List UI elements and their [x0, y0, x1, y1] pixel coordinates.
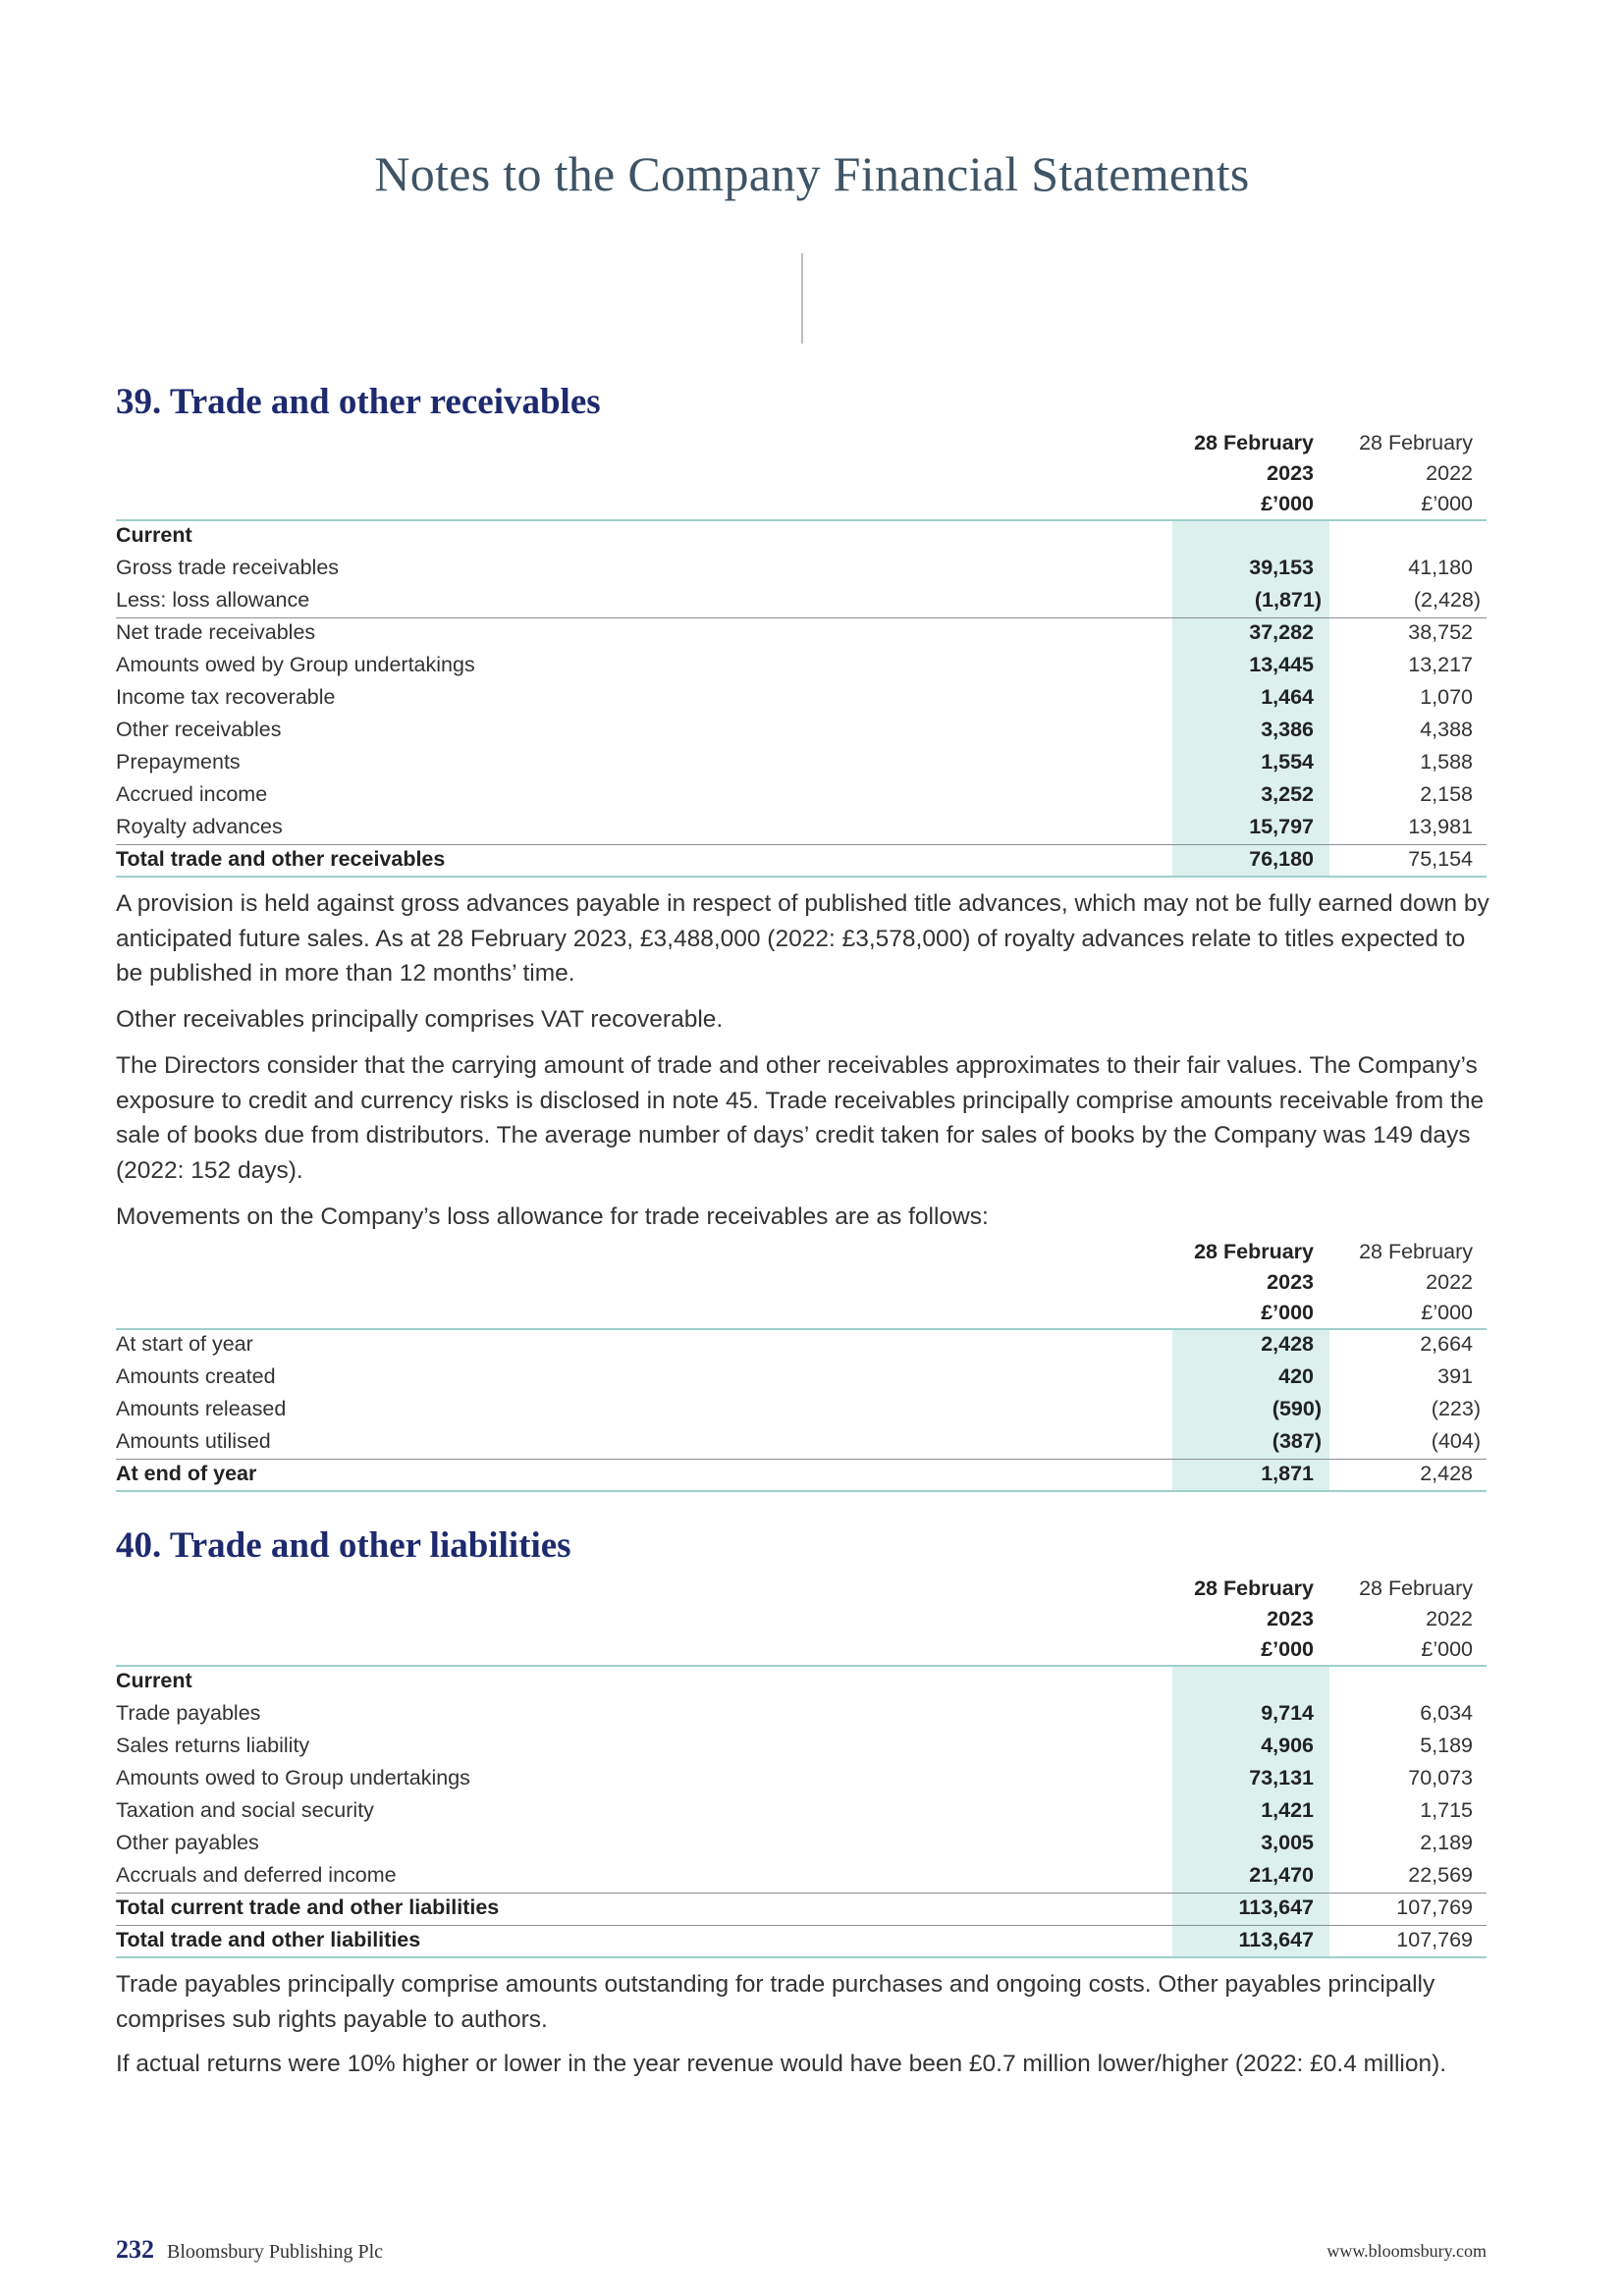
table-row: [116, 584, 1487, 616]
row-label: At start of year: [116, 1332, 253, 1356]
total-rule: [116, 844, 1487, 845]
value-2023: 15,797: [1249, 815, 1314, 838]
column-header-row: [116, 458, 1487, 489]
paragraph: If actual returns were 10% higher or lower in the year revenue would have been £0.7 million lower/higher (2022: £0.4 million).: [116, 2051, 1447, 2077]
col-2022-line3: £’000: [1421, 1301, 1473, 1324]
value-2023: 73,131: [1249, 1766, 1314, 1789]
table-row: [116, 1730, 1487, 1762]
value-2023: 3,386: [1261, 718, 1314, 741]
row-label: Income tax recoverable: [116, 685, 336, 709]
header-divider: [801, 253, 803, 344]
value-2022: (2,428): [1413, 588, 1481, 612]
section-label: Current: [116, 523, 192, 547]
value-2023: 37,282: [1249, 620, 1314, 644]
value-2022: 1,070: [1420, 685, 1473, 709]
value-2022: 13,981: [1408, 815, 1473, 838]
value-2023: 13,445: [1249, 653, 1314, 676]
column-header-row: [116, 1267, 1487, 1298]
table-row: [116, 649, 1487, 681]
col-2022-line3: £’000: [1421, 492, 1473, 515]
col-2023-line3: £’000: [1261, 492, 1314, 515]
page-title: Notes to the Company Financial Statements: [374, 146, 1250, 201]
col-2022-line1: 28 February: [1359, 1576, 1473, 1600]
note-40-title: 40. Trade and other liabilities: [116, 1525, 571, 1566]
value-2023: 3,252: [1261, 782, 1314, 806]
col-2022-line2: 2022: [1426, 1607, 1473, 1630]
header-rule: [116, 1328, 1487, 1330]
row-label: Amounts owed to Group undertakings: [116, 1766, 470, 1789]
company-name: Bloomsbury Publishing Plc: [167, 2241, 384, 2263]
table-row: [116, 1361, 1487, 1393]
paragraph: Movements on the Company’s loss allowance for trade receivables are as follows:: [116, 1203, 989, 1230]
row-label: Total trade and other receivables: [116, 847, 446, 871]
total-row: [116, 1892, 1487, 1924]
column-header-row: [116, 489, 1487, 519]
row-label: Sales returns liability: [116, 1734, 310, 1757]
value-2022: 41,180: [1408, 556, 1473, 579]
row-label: Amounts released: [116, 1397, 287, 1420]
col-2022-line1: 28 February: [1359, 431, 1473, 454]
value-2022: 13,217: [1408, 653, 1473, 676]
col-2023-line2: 2023: [1267, 461, 1314, 485]
value-2022: 22,569: [1408, 1863, 1473, 1887]
page-number: 232: [116, 2235, 154, 2264]
value-2023: 9,714: [1261, 1701, 1314, 1725]
column-header-row: [116, 1574, 1487, 1604]
value-2023: 3,005: [1261, 1831, 1314, 1854]
column-header-row: [116, 1237, 1487, 1267]
value-2023: 1,871: [1261, 1462, 1314, 1485]
table-row: [116, 1762, 1487, 1794]
value-2023: 4,906: [1261, 1734, 1314, 1757]
section-label-row: [116, 519, 1487, 552]
value-2023: (590): [1272, 1397, 1322, 1420]
table-bottom-rule: [116, 876, 1487, 878]
receivables-table: [116, 428, 1487, 876]
column-header-row: [116, 1634, 1487, 1665]
header-rule: [116, 519, 1487, 521]
col-2023-line3: £’000: [1261, 1637, 1314, 1661]
col-2023-line1: 28 February: [1194, 431, 1314, 454]
value-2022: 5,189: [1420, 1734, 1473, 1757]
paragraph: A provision is held against gross advances payable in respect of published title advances, which may not be fully earned down by anticipated future sales. As at 28 February 2023, £3,488,000 (2022: £3,578,000) of royalty advances relate to titles expected to be published in more than 12 months’ time.: [116, 890, 1489, 987]
table-bottom-rule: [116, 1956, 1487, 1958]
row-label: Accrued income: [116, 782, 268, 806]
table-row: [116, 778, 1487, 811]
value-2023: 21,470: [1249, 1863, 1314, 1887]
value-2023: 76,180: [1249, 847, 1314, 871]
col-2023-line1: 28 February: [1194, 1240, 1314, 1263]
row-label: Amounts created: [116, 1364, 276, 1388]
table-row: [116, 1794, 1487, 1827]
paragraph: The Directors consider that the carrying amount of trade and other receivables approximates to their fair values. The Company’s exposure to credit and currency risks is disclosed in note 45. Trade receivables principally comprise amounts receivable from the sale of books due from distributors. The average number of days’ credit taken for sales of books by the Company was 149 days (2022: 152 days).: [116, 1052, 1485, 1184]
value-2022: 2,189: [1420, 1831, 1473, 1854]
table-row: [116, 1425, 1487, 1458]
row-label: Amounts utilised: [116, 1429, 271, 1453]
value-2023: 39,153: [1249, 556, 1314, 579]
total-rule: [116, 1925, 1487, 1926]
row-label: Less: loss allowance: [116, 588, 310, 612]
value-2022: 107,769: [1396, 1928, 1473, 1951]
column-header-row: [116, 1298, 1487, 1328]
table-row: [116, 616, 1487, 649]
table-row: [116, 681, 1487, 714]
row-label: At end of year: [116, 1462, 257, 1485]
table-row: [116, 811, 1487, 843]
value-2022: 38,752: [1408, 620, 1473, 644]
table-row: [116, 714, 1487, 746]
subtotal-rule: [116, 1893, 1487, 1894]
value-2022: 107,769: [1396, 1896, 1473, 1919]
value-2022: (404): [1431, 1429, 1481, 1453]
table-row: [116, 746, 1487, 778]
value-2023: (387): [1272, 1429, 1322, 1453]
row-label: Total trade and other liabilities: [116, 1928, 421, 1951]
page-header: [0, 145, 1624, 202]
value-2023: 113,647: [1238, 1896, 1314, 1919]
value-2022: 75,154: [1408, 847, 1473, 871]
value-2022: 1,588: [1420, 750, 1473, 774]
row-label: Prepayments: [116, 750, 241, 774]
value-2023: 2,428: [1261, 1332, 1314, 1356]
column-header-row: [116, 428, 1487, 458]
value-2022: 70,073: [1408, 1766, 1473, 1789]
header-rule: [116, 1665, 1487, 1667]
value-2022: 4,388: [1420, 718, 1473, 741]
paragraph: Other receivables principally comprises VAT recoverable.: [116, 1006, 724, 1033]
value-2023: 420: [1278, 1364, 1314, 1388]
liabilities-table: [116, 1574, 1487, 1956]
row-label: Other payables: [116, 1831, 259, 1854]
row-label: Royalty advances: [116, 815, 283, 838]
row-label: Total current trade and other liabilities: [116, 1896, 500, 1919]
paragraph: Trade payables principally comprise amounts outstanding for trade purchases and ongoing costs. Other payables principally comprises sub rights payable to authors.: [116, 1971, 1435, 2033]
subtotal-rule: [116, 617, 1487, 618]
table-row: [116, 1328, 1487, 1361]
row-label: Taxation and social security: [116, 1798, 374, 1822]
total-row: [116, 843, 1487, 876]
row-label: Amounts owed by Group undertakings: [116, 653, 475, 676]
col-2023-line2: 2023: [1267, 1607, 1314, 1630]
value-2022: 2,664: [1420, 1332, 1473, 1356]
col-2023-line1: 28 February: [1194, 1576, 1314, 1600]
footer-left: [116, 2235, 383, 2265]
value-2023: 1,554: [1261, 750, 1314, 774]
value-2023: 1,464: [1261, 685, 1314, 709]
value-2022: 6,034: [1420, 1701, 1473, 1725]
row-label: Net trade receivables: [116, 620, 316, 644]
col-2022-line1: 28 February: [1359, 1240, 1473, 1263]
table-row: [116, 552, 1487, 584]
table-row: [116, 1859, 1487, 1892]
row-label: Trade payables: [116, 1701, 261, 1725]
col-2023-line3: £’000: [1261, 1301, 1314, 1324]
total-rule: [116, 1459, 1487, 1460]
col-2022-line2: 2022: [1426, 1270, 1473, 1294]
section-label-row: [116, 1665, 1487, 1697]
row-label: Other receivables: [116, 718, 282, 741]
row-label: Gross trade receivables: [116, 556, 340, 579]
value-2022: (223): [1431, 1397, 1481, 1420]
table-row: [116, 1827, 1487, 1859]
total-row: [116, 1458, 1487, 1490]
value-2023: (1,871): [1254, 588, 1322, 612]
table-bottom-rule: [116, 1490, 1487, 1492]
footer-website[interactable]: www.bloomsbury.com: [1326, 2241, 1487, 2261]
row-label: Accruals and deferred income: [116, 1863, 397, 1887]
col-2022-line3: £’000: [1421, 1637, 1473, 1661]
value-2022: 1,715: [1420, 1798, 1473, 1822]
table-row: [116, 1393, 1487, 1425]
value-2022: 2,428: [1420, 1462, 1473, 1485]
value-2022: 391: [1437, 1364, 1473, 1388]
section-label: Current: [116, 1669, 192, 1692]
col-2023-line2: 2023: [1267, 1270, 1314, 1294]
note-39-title: 39. Trade and other receivables: [116, 382, 601, 422]
table-row: [116, 1697, 1487, 1730]
value-2023: 113,647: [1238, 1928, 1314, 1951]
total-row: [116, 1924, 1487, 1956]
value-2023: 1,421: [1261, 1798, 1314, 1822]
value-2022: 2,158: [1420, 782, 1473, 806]
column-header-row: [116, 1604, 1487, 1634]
col-2022-line2: 2022: [1426, 461, 1473, 485]
loss-allowance-table: [116, 1237, 1487, 1490]
